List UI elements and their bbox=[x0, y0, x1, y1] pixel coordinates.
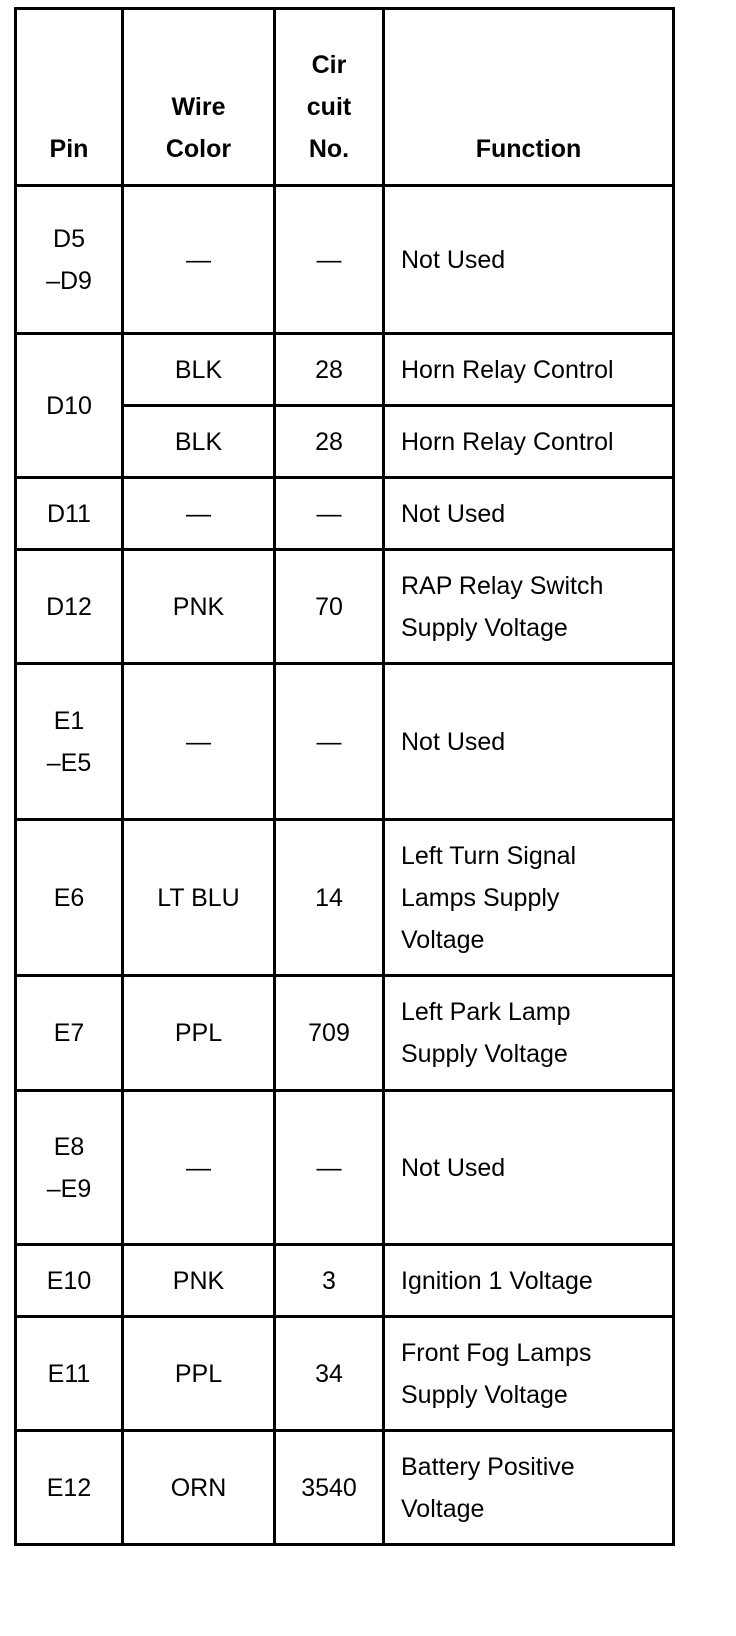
table-row bbox=[16, 1091, 674, 1245]
circuit-cell: 28 bbox=[275, 406, 384, 478]
table-row bbox=[16, 478, 674, 550]
table-row bbox=[16, 1431, 674, 1545]
pin-cell: E10 bbox=[16, 1245, 123, 1317]
table-row bbox=[16, 976, 674, 1091]
table-row bbox=[16, 186, 674, 334]
pinout-table bbox=[14, 7, 675, 1546]
pin-cell: E8 –E9 bbox=[16, 1091, 123, 1245]
pin-cell: D5 –D9 bbox=[16, 186, 123, 334]
pin-cell: E12 bbox=[16, 1431, 123, 1545]
pin-cell: E6 bbox=[16, 820, 123, 976]
function-cell: RAP Relay Switch Supply Voltage bbox=[384, 550, 674, 664]
function-cell: Front Fog Lamps Supply Voltage bbox=[384, 1317, 674, 1431]
pinout-table-container bbox=[14, 7, 675, 1546]
wire-color-cell: ORN bbox=[123, 1431, 275, 1545]
circuit-cell: 14 bbox=[275, 820, 384, 976]
wire-color-cell: PNK bbox=[123, 550, 275, 664]
table-row bbox=[16, 820, 674, 976]
function-cell: Not Used bbox=[384, 478, 674, 550]
pin-cell: E1 –E5 bbox=[16, 664, 123, 820]
function-cell: Not Used bbox=[384, 1091, 674, 1245]
circuit-cell: — bbox=[275, 1091, 384, 1245]
header-function: Function bbox=[384, 9, 674, 186]
wire-color-cell: BLK bbox=[123, 406, 275, 478]
table-row bbox=[16, 334, 674, 406]
circuit-cell: 28 bbox=[275, 334, 384, 406]
circuit-cell: — bbox=[275, 664, 384, 820]
header-pin: Pin bbox=[16, 9, 123, 186]
circuit-cell: 34 bbox=[275, 1317, 384, 1431]
table-row bbox=[16, 550, 674, 664]
circuit-cell: — bbox=[275, 186, 384, 334]
pin-cell: D11 bbox=[16, 478, 123, 550]
circuit-cell: 70 bbox=[275, 550, 384, 664]
function-cell: Ignition 1 Voltage bbox=[384, 1245, 674, 1317]
function-cell: Left Park Lamp Supply Voltage bbox=[384, 976, 674, 1091]
circuit-cell: 3540 bbox=[275, 1431, 384, 1545]
function-cell: Battery Positive Voltage bbox=[384, 1431, 674, 1545]
header-wire-color: Wire Color bbox=[123, 9, 275, 186]
circuit-cell: — bbox=[275, 478, 384, 550]
wire-color-cell: PNK bbox=[123, 1245, 275, 1317]
function-cell: Not Used bbox=[384, 664, 674, 820]
table-row bbox=[16, 1317, 674, 1431]
function-cell: Left Turn Signal Lamps Supply Voltage bbox=[384, 820, 674, 976]
wire-color-cell: PPL bbox=[123, 1317, 275, 1431]
wire-color-cell: — bbox=[123, 1091, 275, 1245]
circuit-cell: 3 bbox=[275, 1245, 384, 1317]
function-cell: Horn Relay Control bbox=[384, 334, 674, 406]
pin-cell: E7 bbox=[16, 976, 123, 1091]
pin-cell: D12 bbox=[16, 550, 123, 664]
header-circuit-no: Cir cuit No. bbox=[275, 9, 384, 186]
wire-color-cell: LT BLU bbox=[123, 820, 275, 976]
pin-cell: D10 bbox=[16, 334, 123, 478]
wire-color-cell: PPL bbox=[123, 976, 275, 1091]
circuit-cell: 709 bbox=[275, 976, 384, 1091]
wire-color-cell: BLK bbox=[123, 334, 275, 406]
wire-color-cell: — bbox=[123, 664, 275, 820]
table-row bbox=[16, 664, 674, 820]
wire-color-cell: — bbox=[123, 478, 275, 550]
header-row bbox=[16, 9, 674, 186]
function-cell: Horn Relay Control bbox=[384, 406, 674, 478]
wire-color-cell: — bbox=[123, 186, 275, 334]
pin-cell: E11 bbox=[16, 1317, 123, 1431]
table-row bbox=[16, 1245, 674, 1317]
function-cell: Not Used bbox=[384, 186, 674, 334]
